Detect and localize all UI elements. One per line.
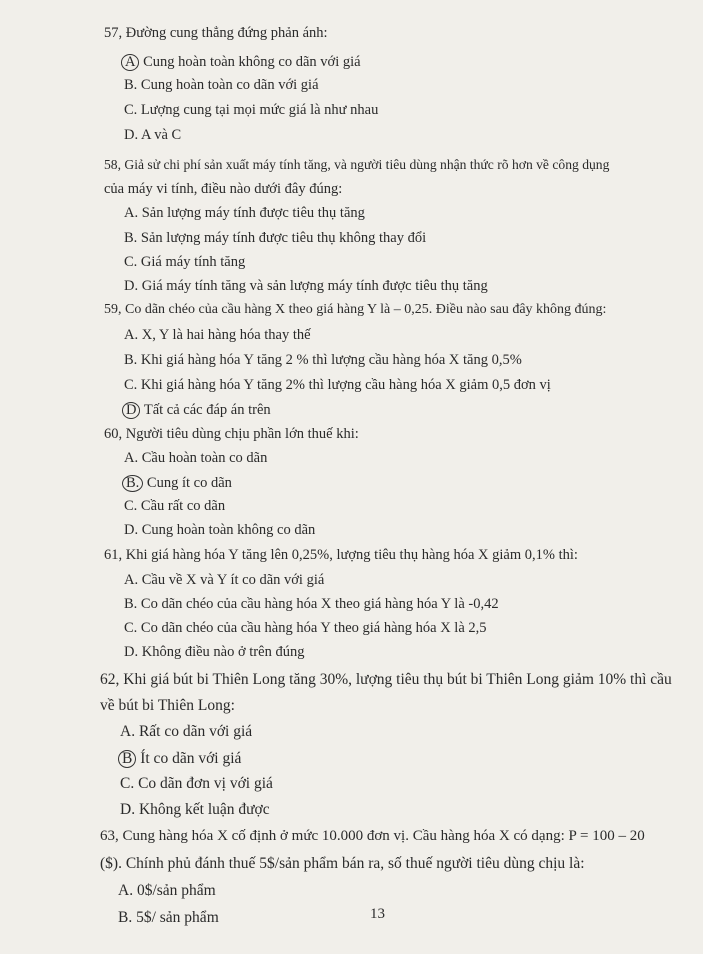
q61-option-d: D. Không điều nào ở trên đúng — [124, 644, 305, 660]
q60-option-c: C. Cầu rất co dãn — [124, 498, 226, 514]
question-59: 59, Co dãn chéo của cầu hàng X theo giá hàng Y là – 0,25. Điều nào sau đây không đúng: — [104, 302, 607, 317]
q58-option-b: B. Sản lượng máy tính được tiêu thụ không thay đổi — [124, 230, 427, 246]
q61-option-b: B. Co dãn chéo của cầu hàng hóa X theo giá hàng hóa Y là -0,42 — [124, 596, 499, 612]
option-label: B — [118, 750, 136, 768]
q62-option-a: A. Rất co dãn với giá — [120, 723, 253, 740]
q59-option-b: B. Khi giá hàng hóa Y tăng 2 % thì lượng cầu hàng hóa X tăng 0,5% — [124, 352, 522, 368]
option-label: A — [121, 54, 139, 71]
question-61: 61, Khi giá hàng hóa Y tăng lên 0,25%, lượng tiêu thụ hàng hóa X giảm 0,1% thì: — [104, 547, 578, 563]
option-label: D — [122, 402, 140, 419]
q61-option-c: C. Co dãn chéo của cầu hàng hóa Y theo giá hàng hóa X là 2,5 — [124, 620, 487, 636]
q60-option-b: B. Cung ít co dãn — [126, 475, 232, 492]
q62-option-c: C. Co dãn đơn vị với giá — [120, 775, 273, 792]
question-57: 57, Đường cung thẳng đứng phản ánh: — [104, 25, 328, 41]
question-58-line1: 58, Giả sử chi phí sản xuất máy tính tăng, và người tiêu dùng nhận thức rõ hơn về công dụng — [104, 157, 610, 172]
q61-option-a: A. Cầu về X và Y ít co dãn với giá — [124, 572, 325, 588]
q57-option-d: D. A và C — [124, 127, 182, 143]
q59-option-d: D Tất cả các đáp án trên — [126, 402, 271, 419]
question-60: 60, Người tiêu dùng chịu phần lớn thuế khi: — [104, 426, 359, 442]
page-number: 13 — [370, 906, 385, 922]
q58-option-c: C. Giá máy tính tăng — [124, 254, 246, 270]
option-label: B. — [122, 475, 143, 492]
q60-option-a: A. Cầu hoàn toàn co dãn — [124, 450, 268, 466]
question-63-line2: ($). Chính phủ đánh thuế 5$/sản phẩm bán ra, số thuế người tiêu dùng chịu là: — [100, 855, 585, 872]
q62-option-d: D. Không kết luận được — [120, 801, 270, 818]
q58-option-a: A. Sản lượng máy tính được tiêu thụ tăng — [124, 205, 365, 221]
q57-option-c: C. Lượng cung tại mọi mức giá là như nhau — [124, 102, 379, 118]
q62-option-b: B Ít co dãn với giá — [122, 750, 241, 768]
q59-option-a: A. X, Y là hai hàng hóa thay thế — [124, 327, 311, 343]
q57-option-a: A Cung hoàn toàn không co dãn với giá — [125, 54, 361, 71]
question-62-line2: về bút bi Thiên Long: — [100, 697, 235, 714]
q60-option-d: D. Cung hoàn toàn không co dãn — [124, 522, 316, 538]
q63-option-b: B. 5$/ sản phẩm — [118, 909, 219, 926]
q59-option-c: C. Khi giá hàng hóa Y tăng 2% thì lượng cầu hàng hóa X giảm 0,5 đơn vị — [124, 377, 551, 393]
question-62-line1: 62, Khi giá bút bi Thiên Long tăng 30%, lượng tiêu thụ bút bi Thiên Long giảm 10% thì cầu — [100, 671, 672, 688]
q58-option-d: D. Giá máy tính tăng và sản lượng máy tính được tiêu thụ tăng — [124, 278, 488, 294]
question-58-line2: của máy vi tính, điều nào dưới đây đúng: — [104, 181, 343, 197]
q63-option-a: A. 0$/sản phẩm — [118, 882, 216, 899]
q57-option-b: B. Cung hoàn toàn co dãn với giá — [124, 77, 319, 93]
question-63-line1: 63, Cung hàng hóa X cố định ở mức 10.000 đơn vị. Cầu hàng hóa X có dạng: P = 100 – 20 — [100, 828, 645, 844]
